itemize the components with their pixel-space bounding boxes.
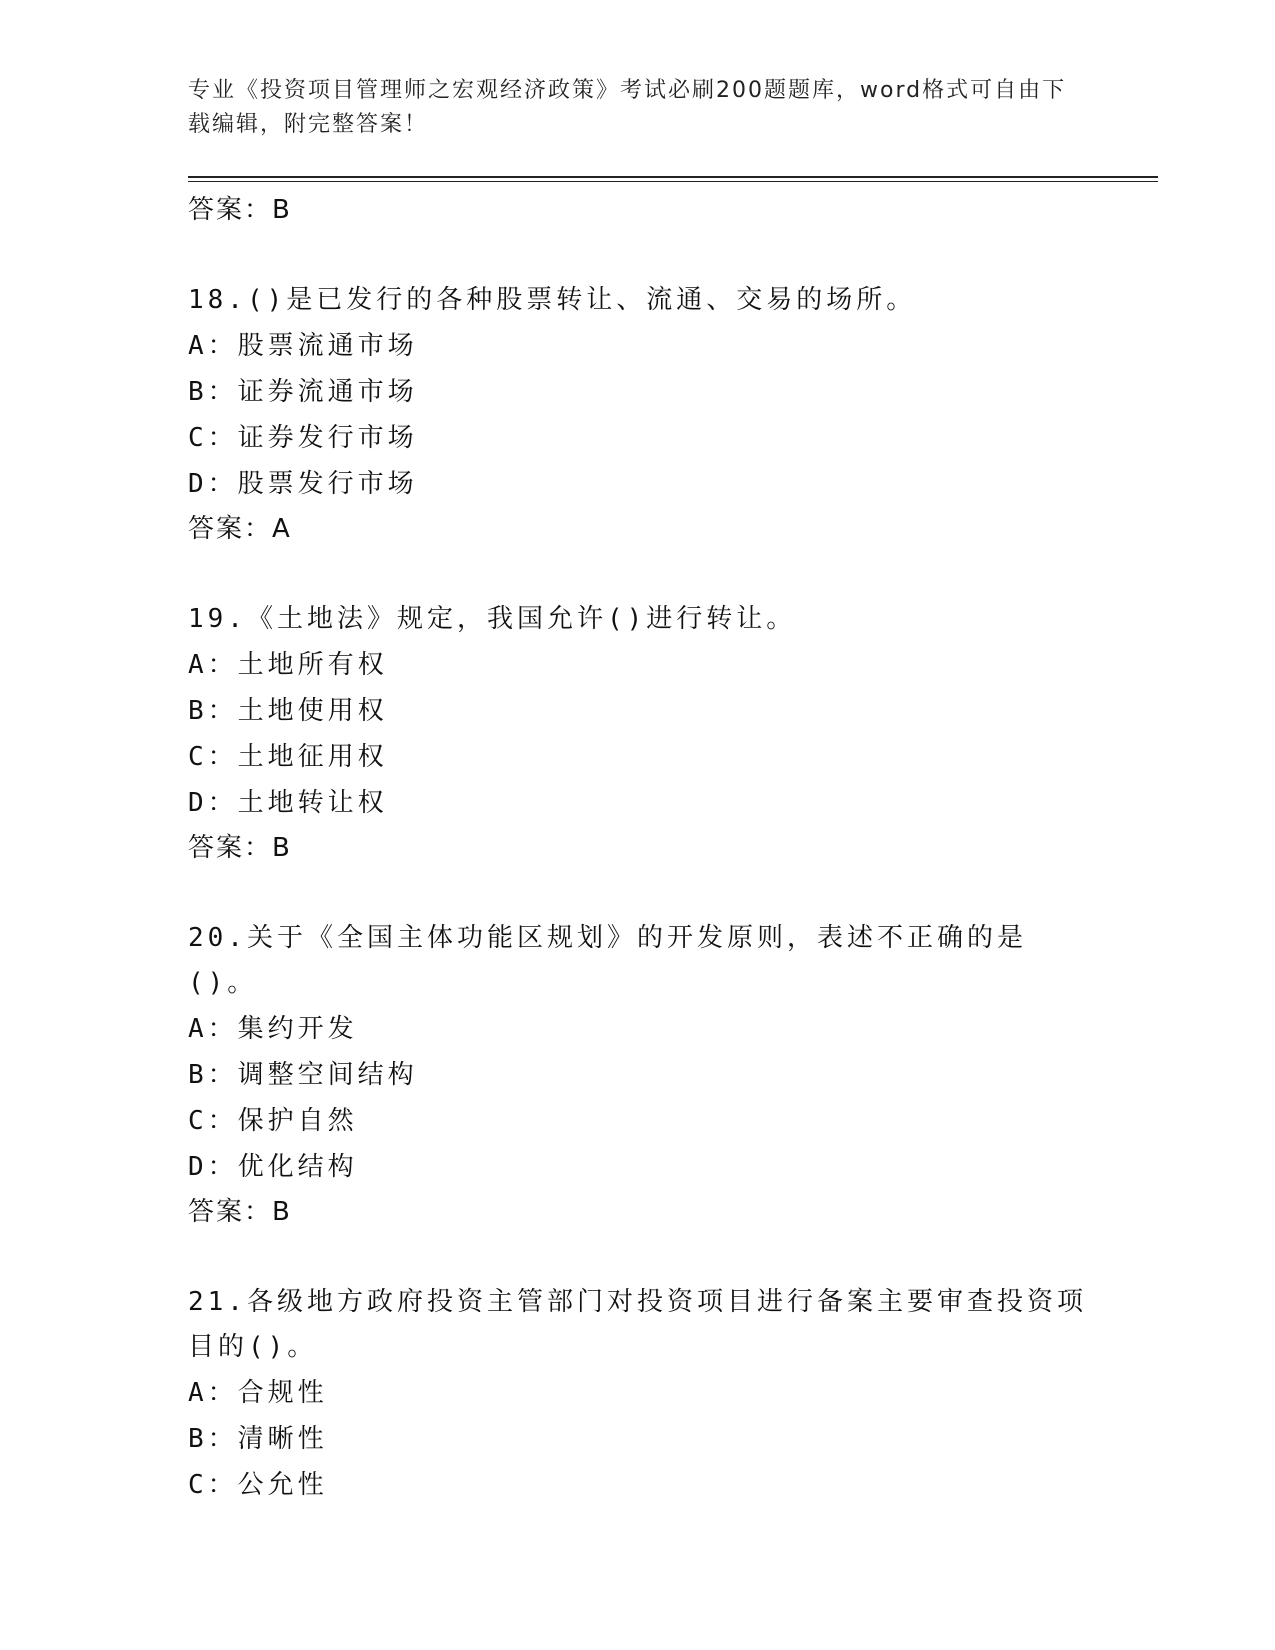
option-d: D：土地转让权 — [188, 788, 388, 818]
question-19 — [188, 597, 1158, 870]
answer-17: 答案：B — [188, 195, 292, 225]
question-21 — [188, 1280, 1158, 1508]
option-b: B：证券流通市场 — [188, 377, 418, 407]
answer: 答案：B — [188, 1197, 292, 1227]
option-b: B：清晰性 — [188, 1424, 328, 1454]
document-header: 专业《投资项目管理师之宏观经济政策》考试必刷200题题库，word格式可自由下载编辑，附完整答案！ — [188, 78, 1067, 137]
header-divider — [188, 176, 1158, 182]
question-20 — [188, 916, 1158, 1234]
question-text: 19.《土地法》规定，我国允许()进行转让。 — [188, 604, 797, 634]
question-text: 21.各级地方政府投资主管部门对投资项目进行备案主要审查投资项目的()。 — [188, 1287, 1087, 1362]
option-a: A：合规性 — [188, 1378, 328, 1408]
option-d: D：优化结构 — [188, 1152, 358, 1182]
option-a: A：集约开发 — [188, 1014, 358, 1044]
option-c: C：证券发行市场 — [188, 423, 418, 453]
answer: 答案：A — [188, 514, 292, 544]
option-c: C：土地征用权 — [188, 742, 388, 772]
option-d: D：股票发行市场 — [188, 469, 418, 499]
option-b: B：土地使用权 — [188, 696, 388, 726]
answer: 答案：B — [188, 833, 292, 863]
question-18 — [188, 278, 1158, 551]
option-c: C：保护自然 — [188, 1106, 358, 1136]
document-page — [188, 0, 1158, 1508]
question-text: 18.()是已发行的各种股票转让、流通、交易的场所。 — [188, 285, 917, 315]
option-a: A：土地所有权 — [188, 650, 388, 680]
question-text: 20.关于《全国主体功能区规划》的开发原则，表述不正确的是()。 — [188, 923, 1027, 998]
option-c: C：公允性 — [188, 1470, 328, 1500]
option-a: A：股票流通市场 — [188, 331, 418, 361]
option-b: B：调整空间结构 — [188, 1060, 418, 1090]
